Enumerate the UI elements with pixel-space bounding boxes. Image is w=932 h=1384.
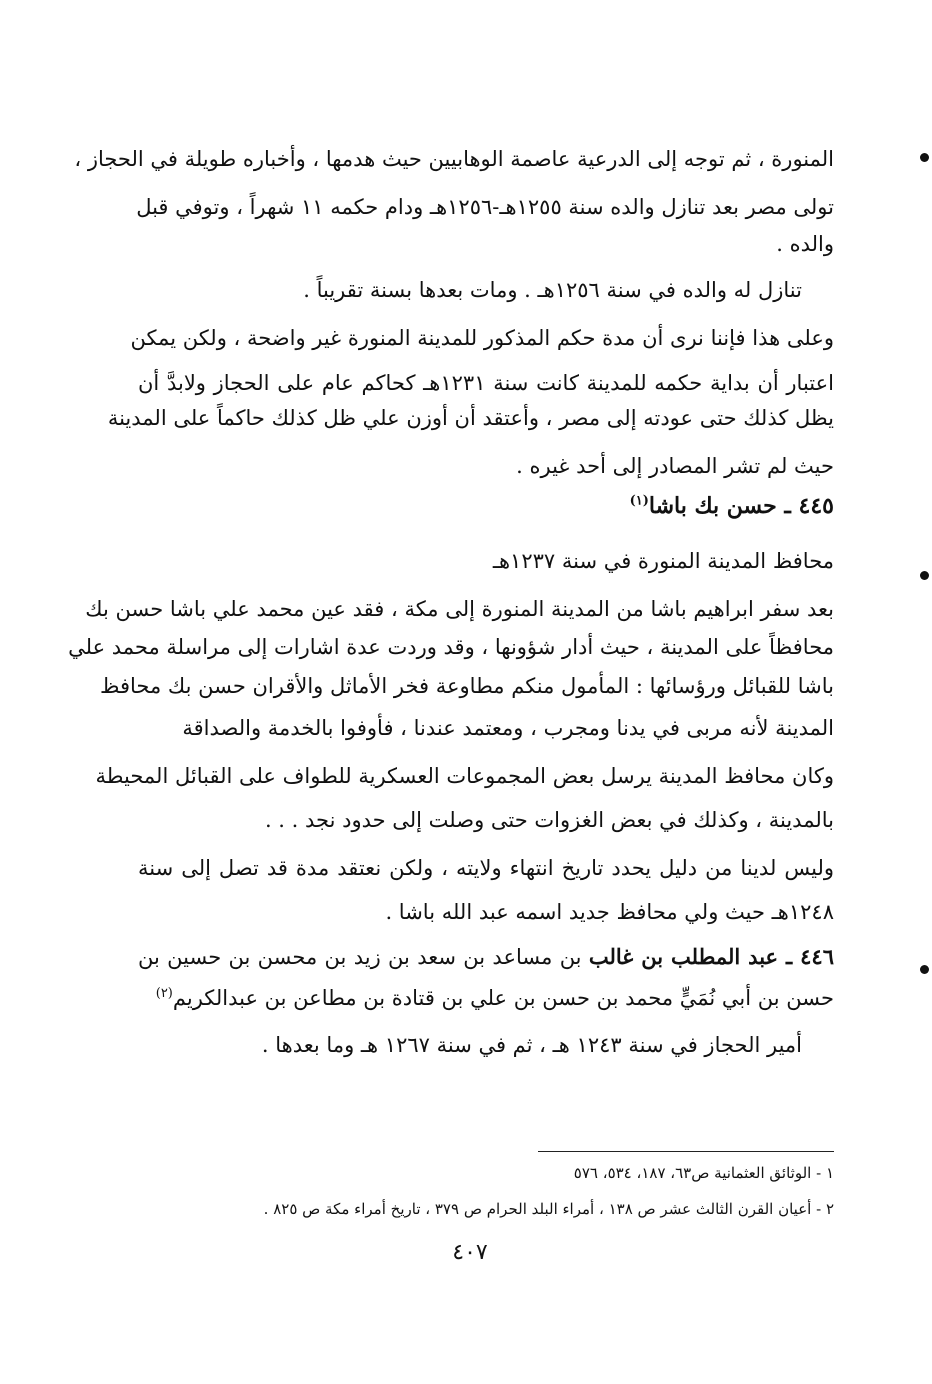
text-line: والده . (776, 232, 834, 256)
text-line: وليس لدينا من دليل يحدد تاريخ انتهاء ولايته ، ولكن نعتقد مدة قد تصل إلى سنة (138, 856, 834, 880)
text-line: ١٢٤٨هـ حيث ولي محافظ جديد اسمه عبد الله باشا . (385, 900, 834, 924)
footnote: ١ - الوثائق العثمانية ص٦٣، ١٨٧، ٥٣٤، ٥٧٦ (573, 1164, 834, 1182)
text-line: المنورة ، ثم توجه إلى الدرعية عاصمة الوهابيين حيث هدمها ، وأخباره طويلة في الحجاز ، (74, 147, 834, 171)
footnote-divider (538, 1151, 834, 1152)
text-line: يظل كذلك حتى عودته إلى مصر ، وأعتقد أن أوزن علي ظل كذلك حاكماً على المدينة (107, 406, 834, 430)
text-line: تولى مصر بعد تنازل والده سنة ١٢٥٥هـ-١٢٥٦هـ ودام حكمه ١١ شهراً ، وتوفي قبل (136, 195, 834, 219)
page-number: ٤٠٧ (452, 1240, 488, 1265)
margin-bullet (920, 571, 929, 580)
text-line: باشا للقبائل ورؤسائها : المأمول منكم مطاوعة فخر الأماثل والأقران حسن بك محافظ (100, 674, 834, 698)
text-line: محافظاً على المدينة ، حيث أدار شؤونها ، وقد وردت عدة اشارات إلى مراسلة محمد علي (68, 635, 834, 659)
entry-lineage-text: بن مساعد بن سعد بن زيد بن محسن بن حسين بن (138, 945, 582, 969)
entry-heading-line (138, 942, 834, 972)
entry-lineage-text: حسن بن أبي نُمَيٍّ محمد بن حسن بن علي بن قتادة بن مطاعن بن عبدالكريم (172, 986, 834, 1010)
entry-heading (138, 491, 834, 521)
text-line: أمير الحجاز في سنة ١٢٤٣ هـ ، ثم في سنة ١٢٦٧ هـ وما بعدها . (261, 1033, 802, 1057)
text-line: وكان محافظ المدينة يرسل بعض المجموعات العسكرية للطواف على القبائل المحيطة (95, 764, 834, 788)
text-line: تنازل له والده في سنة ١٢٥٦هـ . ومات بعدها بسنة تقريباً . (303, 278, 802, 302)
margin-bullet (920, 965, 929, 974)
footnote-ref: (٢) (155, 986, 173, 1001)
text-line: اعتبار أن بداية حكمه للمدينة كانت سنة ١٢٣١هـ كحاكم عام على الحجاز ولابدَّ أن (138, 371, 834, 395)
entry-heading-text: ٤٤٦ ـ عبد المطلب بن غالب (588, 944, 834, 969)
text-line: المدينة لأنه مربى في يدنا ومجرب ، ومعتمد عندنا ، فأوفوا بالخدمة والصداقة (182, 716, 834, 740)
text-line: وعلى هذا فإننا نرى أن مدة حكم المذكور للمدينة المنورة غير واضحة ، ولكن يمكن (130, 326, 834, 350)
entry-heading-text: ٤٤٥ ـ حسن بك باشا (648, 493, 834, 519)
text-line: بالمدينة ، وكذلك في بعض الغزوات حتى وصلت إلى حدود نجد . . . (264, 808, 834, 832)
text-line (138, 983, 834, 1013)
footnote-ref: (١) (629, 493, 649, 509)
text-line: حيث لم تشر المصادر إلى أحد غيره . (516, 454, 834, 478)
footnote: ٢ - أعيان القرن الثالث عشر ص ١٣٨ ، أمراء البلد الحرام ص ٣٧٩ ، تاريخ أمراء مكة ص ٨٢٥ . (263, 1200, 834, 1218)
entry-subtitle: محافظ المدينة المنورة في سنة ١٢٣٧هـ (492, 549, 834, 573)
margin-bullet (920, 153, 929, 162)
text-line: بعد سفر ابراهيم باشا من المدينة المنورة إلى مكة ، فقد عين محمد علي باشا حسن بك (85, 597, 834, 621)
